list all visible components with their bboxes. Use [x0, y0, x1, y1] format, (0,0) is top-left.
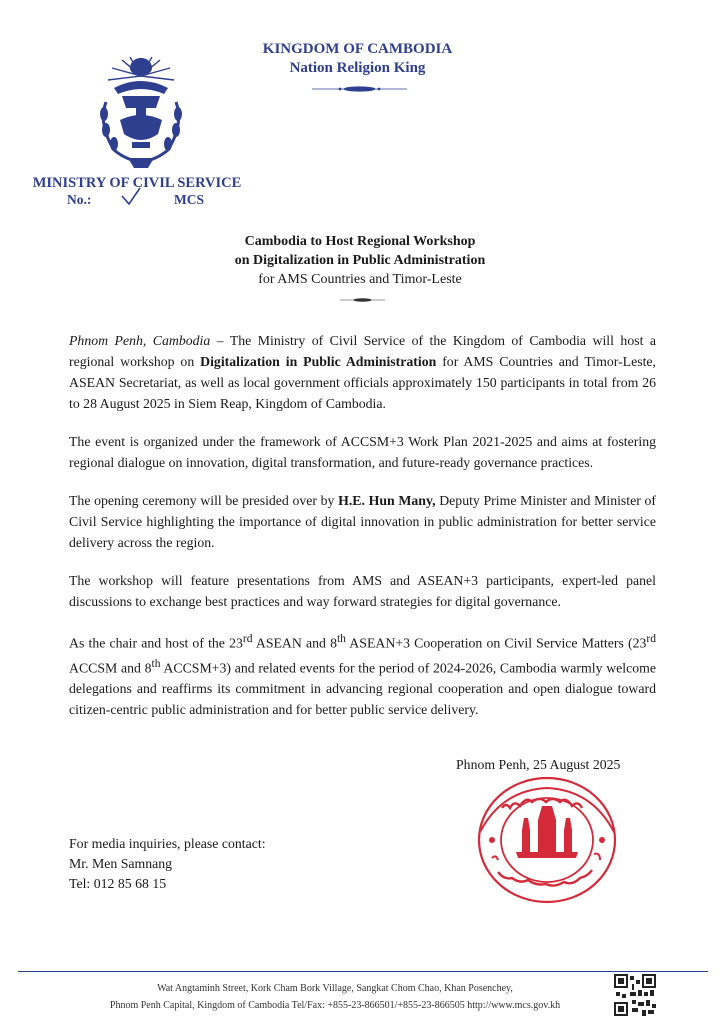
p5-sup-2: th — [336, 633, 346, 645]
p1-emphasis: Digitalization in Public Administration — [200, 354, 437, 369]
title-line-1: Cambodia to Host Regional Workshop — [244, 234, 476, 249]
number-label: No.: — [67, 192, 92, 207]
ornament-divider-icon — [312, 84, 407, 94]
p5-sup-1: rd — [242, 633, 253, 645]
p5-text-b: ASEAN and 8 — [252, 635, 337, 651]
press-release-body — [69, 330, 656, 737]
p3-text-b: Deputy Prime Minister and Minister of Civil Service highlighting the importance of digital innovation in public administration for better service delivery across the region. — [69, 493, 656, 550]
kingdom-title: KINGDOM OF CAMBODIA — [262, 41, 453, 57]
p1-text-a: – The Ministry of Civil Service of the Kingdom of Cambodia will host a regional workshop on — [69, 333, 657, 369]
title-line-3: for AMS Countries and Timor-Leste — [258, 272, 462, 287]
kingdom-header — [200, 40, 515, 78]
qr-code-icon — [614, 974, 656, 1016]
contact-intro: For media inquiries, please contact: — [69, 836, 266, 851]
p1-text-b: for AMS Countries and Timor-Leste, ASEAN Secretariat, as well as local government officials approximately 150 participants in total from 26 to 28 August 2025 in Siem Reap, Kingdom of Cambodia. — [69, 354, 656, 411]
checkmark-icon — [120, 186, 142, 208]
title-divider-icon — [340, 296, 385, 304]
footer-line-1: Wat Angtaminh Street, Kork Cham Bork Village, Sangkat Chom Chao, Khan Posenchey, — [157, 983, 513, 994]
p5-text-c: ASEAN+3 Cooperation on Civil Service Matters (23 — [345, 635, 647, 651]
footer-line-2: Phnom Penh Capital, Kingdom of Cambodia Tel/Fax: +855-23-866501/+855-23-866505 http://www.mcs.gov.kh — [109, 1000, 561, 1011]
document-title — [160, 232, 560, 289]
title-line-2: on Digitalization in Public Administration — [234, 253, 486, 268]
contact-phone: Tel: 012 85 68 15 — [69, 876, 167, 891]
media-contact — [69, 834, 266, 894]
p3-text-a: The opening ceremony will be presided over by — [69, 493, 339, 508]
paragraph-4: The workshop will feature presentations from AMS and ASEAN+3 participants, expert-led panel discussions to exchange best practices and way forward strategies for digital governance. — [69, 573, 656, 609]
ministry-name: MINISTRY OF CIVIL SERVICE — [32, 175, 242, 191]
national-motto: Nation Religion King — [289, 60, 426, 76]
mcs-label: MCS — [174, 192, 204, 207]
p5-sup-4: th — [151, 657, 161, 670]
paragraph-2: The event is organized under the framework of ACCSM+3 Work Plan 2021-2025 and aims at fostering regional dialogue on innovation, digital transformation, and future-ready governance practices. — [69, 434, 656, 470]
p5-text-d: ACCSM and 8 — [69, 660, 152, 676]
paragraph-3 — [69, 490, 656, 553]
paragraph-5 — [69, 629, 656, 720]
p3-emphasis: H.E. Hun Many, — [338, 493, 436, 508]
signing-dateline: Phnom Penh, 25 August 2025 — [456, 757, 621, 772]
paragraph-1 — [69, 330, 656, 414]
p5-sup-3: rd — [646, 633, 656, 645]
p5-text-e: ACCSM+3) and related events for the period of 2024-2026, Cambodia warmly welcome delegations and reaffirms its commitment in advancing regional cooperation and open dialogue toward citizen-centric public administration and for better public service delivery. — [69, 660, 656, 718]
footer-divider — [18, 971, 708, 972]
p5-text-a: As the chair and host of the 23 — [69, 635, 243, 651]
contact-name: Mr. Men Samnang — [69, 856, 173, 871]
dateline-city: Phnom Penh, Cambodia — [69, 333, 211, 348]
footer-address — [60, 980, 610, 1014]
official-seal-icon — [472, 770, 622, 905]
ministry-emblem-icon — [92, 54, 190, 174]
